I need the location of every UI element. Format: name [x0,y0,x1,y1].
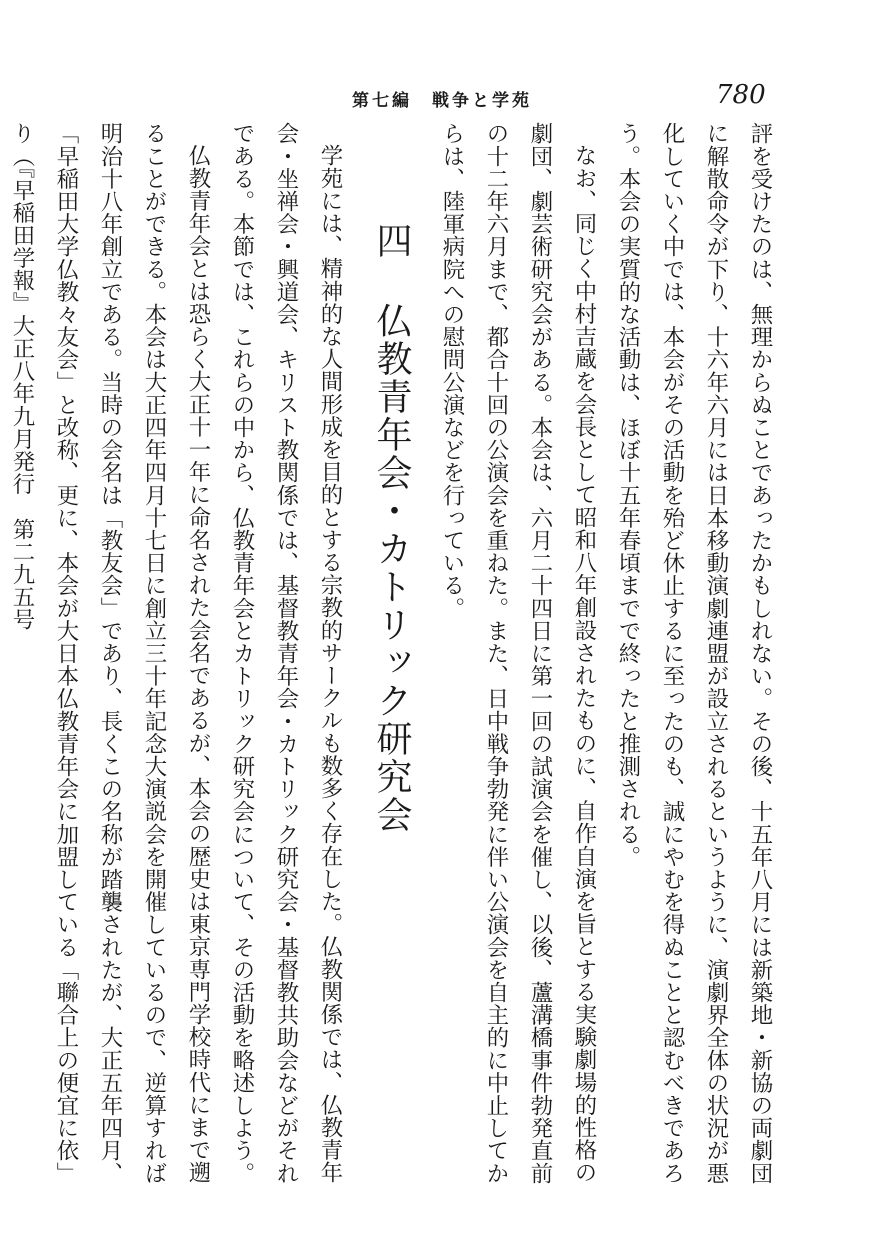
paragraph-buddhist-youth-history: 仏教青年会とは恐らく大正十一年に命名された会名であるが、本会の歴史は東京専門学校時代にまで遡ることができる。本会は大正四年四月十七日に創立三十年記念大演説会を開催しているので、逆算すれば明治十八年創立である。当時の会名は「教友会」であり、長くこの名称が踏襲されたが、大正五年四月、「早稲田大学仏教々友会」と改称、更に、本会が大日本仏教青年会に加盟している「聯合上の便宜に依」り（『早稲田学報』大正八年九月発行 第二九五号 [9,122,211,1185]
paragraph-religious-circles: 学苑には、精神的な人間形成を目的とする宗教的サークルも数多く存在した。仏教関係では、仏教青年会・坐禅会・興道会、キリスト教関係では、基督教青年会・カトリック研究会・基督教共助会などがそれである。本節では、これらの中から、仏教青年会とカトリック研究会について、その活動を略述しよう。 [229,122,343,1185]
running-head-title: 第七編 戦争と学苑 [352,91,532,111]
page-number: 780 [716,80,766,110]
paragraph-theatre-end: 評を受けたのは、無理からぬことであったかもしれない。その後、十五年八月には新築地・新協の両劇団に解散命令が下り、十六年六月には日本移動演劇連盟が設立されるというように、演劇界全体の状況が悪化していく中では、本会がその活動を殆ど休止するに至ったのも、誠にやむを得ぬことと認むべきであろう。本会の実質的な活動は、ほぼ十五年春頃までで終ったと推測される。 [615,122,773,1185]
vertical-body-text [9,122,782,1202]
section-heading [352,122,430,1202]
section-number: 四 [371,222,412,260]
paragraph-drama-society: なお、同じく中村吉蔵を会長として昭和八年創設されたものに、自作自演を旨とする実験劇場的性格の劇団、劇芸術研究会がある。本会は、六月二十四日に第一回の試演会を催し、以後、蘆溝橋事件勃発直前の十二年六月まで、都合十回の公演会を重ねた。また、日中戦争勃発に伴い公演会を自主的に中止してからは、陸軍病院への慰問公演などを行っている。 [439,122,597,1185]
section-title: 仏教青年会・カトリック研究会 [371,302,412,834]
